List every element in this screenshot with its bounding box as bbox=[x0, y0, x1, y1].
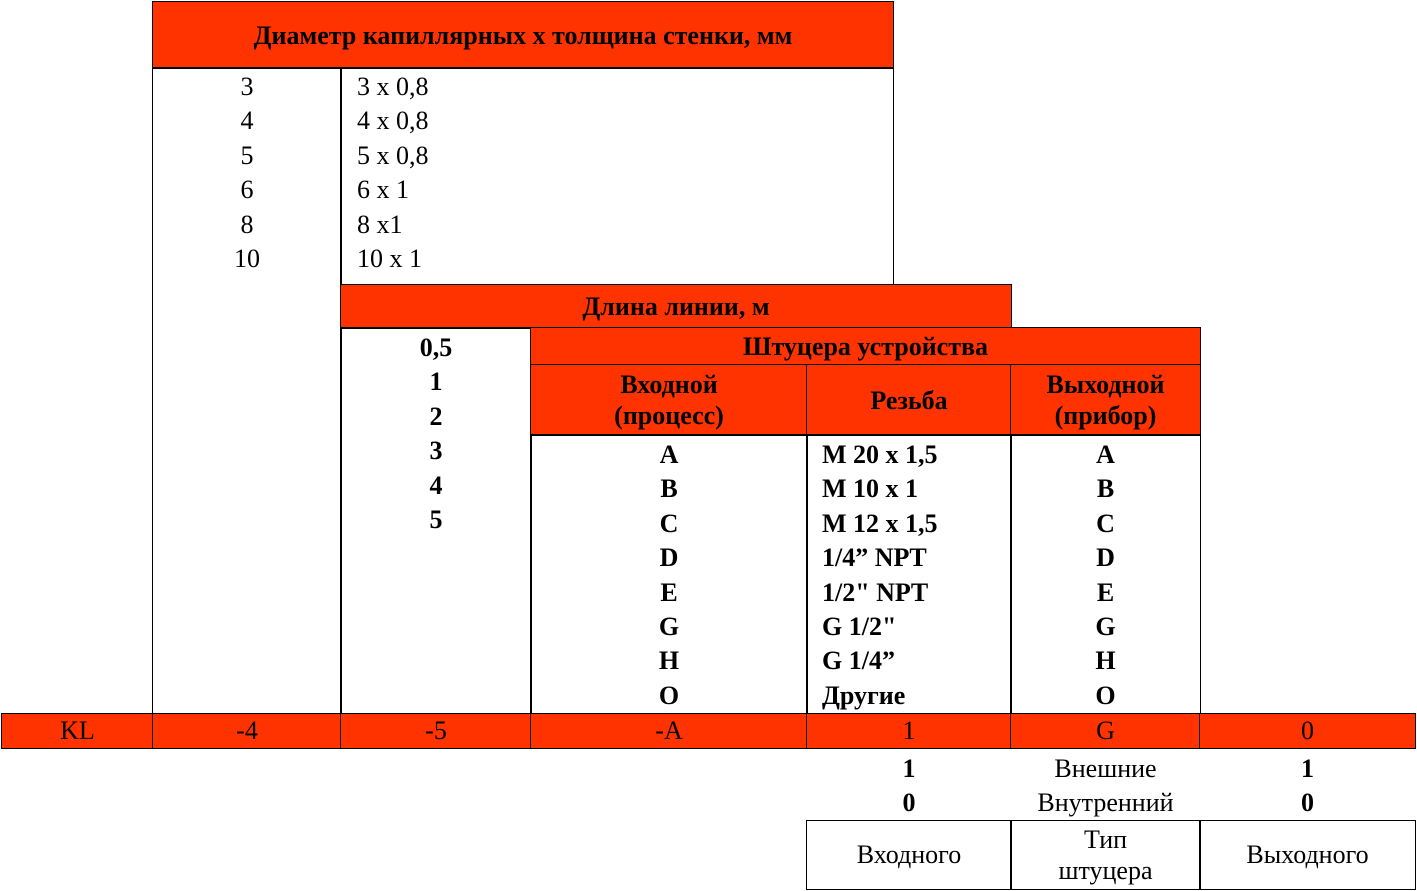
list-item: 1 bbox=[1301, 754, 1314, 783]
list-item: D bbox=[659, 543, 679, 573]
thread-header-text: Резьба bbox=[870, 385, 948, 415]
list-item: 3 bbox=[429, 436, 443, 466]
order-code-cell bbox=[340, 713, 532, 749]
fitting-type-values bbox=[1012, 752, 1199, 821]
inlet-header bbox=[530, 364, 808, 436]
list-item: O bbox=[1095, 680, 1116, 710]
length-header-text: Длина линии, м bbox=[582, 292, 770, 321]
fitting-label-type bbox=[1010, 820, 1201, 890]
list-item: O bbox=[658, 680, 680, 710]
order-code-cell bbox=[806, 713, 1012, 749]
list-item: 10 х 1 bbox=[357, 244, 422, 274]
thread-header bbox=[806, 364, 1012, 436]
inlet-header-text: Входной (процесс) bbox=[614, 370, 724, 430]
fitting-inlet-values bbox=[808, 752, 1010, 821]
list-item: B bbox=[660, 474, 678, 504]
diameter-header-text: Диаметр капиллярных х толщина стенки, мм bbox=[253, 20, 793, 50]
diameter-header bbox=[152, 1, 894, 69]
list-item: 3 bbox=[240, 72, 254, 101]
list-item: 5 х 0,8 bbox=[357, 140, 429, 170]
list-item: 8 х1 bbox=[357, 209, 403, 239]
list-item: G bbox=[658, 612, 680, 642]
list-item: H bbox=[658, 646, 680, 676]
list-item: 10 bbox=[234, 244, 260, 274]
list-item: 0 bbox=[902, 788, 916, 818]
order-code-cell bbox=[1199, 713, 1416, 749]
list-item: 1/2" NPT bbox=[822, 577, 929, 607]
list-item: 0,5 bbox=[419, 333, 453, 362]
list-item: M 10 x 1 bbox=[822, 474, 919, 504]
list-item: G bbox=[1095, 612, 1116, 642]
list-item: 0 bbox=[1301, 788, 1314, 818]
list-item: Внутренний bbox=[1037, 788, 1174, 818]
list-item: 6 х 1 bbox=[357, 175, 409, 205]
length-list bbox=[340, 331, 532, 537]
fittings-header-text: Штуцера устройства bbox=[742, 332, 989, 361]
order-code-cell bbox=[1, 713, 154, 749]
order-code-text: G bbox=[1096, 716, 1115, 745]
outlet-list bbox=[1010, 438, 1201, 713]
list-item: 4 bbox=[429, 470, 443, 500]
list-item: Другие bbox=[822, 680, 906, 710]
order-code-cell bbox=[152, 713, 342, 749]
list-item: E bbox=[1096, 577, 1115, 607]
list-item: 4 bbox=[240, 106, 254, 136]
order-code-cell bbox=[1010, 713, 1201, 749]
list-item: Внешние bbox=[1054, 754, 1157, 783]
list-item: 8 bbox=[240, 209, 254, 239]
outlet-header bbox=[1010, 364, 1201, 436]
list-item: B bbox=[1096, 474, 1115, 504]
thread-list bbox=[822, 438, 1012, 713]
list-item: M 20 x 1,5 bbox=[822, 440, 938, 469]
fitting-label-type-text: Тип штуцера bbox=[1058, 825, 1153, 885]
fittings-header bbox=[530, 327, 1201, 366]
order-code-text: 1 bbox=[902, 716, 916, 745]
order-code-text: KL bbox=[60, 716, 95, 745]
inlet-list bbox=[530, 438, 808, 713]
list-item: 5 bbox=[429, 505, 443, 535]
list-item: M 12 x 1,5 bbox=[822, 508, 938, 538]
fitting-label-outlet bbox=[1199, 820, 1416, 890]
order-code-text: -5 bbox=[425, 716, 447, 745]
list-item: 1 bbox=[429, 367, 443, 397]
list-item: A bbox=[1096, 440, 1115, 469]
fitting-outlet-values bbox=[1201, 752, 1414, 821]
diameter-size-list bbox=[357, 70, 857, 276]
list-item: G 1/2" bbox=[822, 612, 897, 642]
list-item: 3 х 0,8 bbox=[357, 72, 429, 101]
fitting-label-inlet bbox=[806, 820, 1012, 890]
order-code-text: -A bbox=[655, 716, 683, 745]
order-code-text: 0 bbox=[1301, 716, 1314, 745]
list-item: 2 bbox=[429, 401, 443, 431]
list-item: E bbox=[660, 577, 678, 607]
list-item: 1 bbox=[902, 754, 916, 783]
length-header bbox=[340, 284, 1012, 329]
diameter-code-list bbox=[152, 70, 342, 276]
list-item: D bbox=[1096, 543, 1115, 573]
list-item: 4 х 0,8 bbox=[357, 106, 429, 136]
list-item: 6 bbox=[240, 175, 254, 205]
list-item: G 1/4” bbox=[822, 646, 895, 676]
list-item: C bbox=[1096, 508, 1115, 538]
list-item: H bbox=[1095, 646, 1116, 676]
order-code-text: -4 bbox=[236, 716, 258, 745]
list-item: C bbox=[659, 508, 679, 538]
fitting-label-inlet-text: Входного bbox=[856, 840, 962, 869]
outlet-header-text: Выходной (прибор) bbox=[1046, 370, 1165, 430]
order-code-cell bbox=[530, 713, 808, 749]
fitting-label-outlet-text: Выходного bbox=[1246, 840, 1369, 869]
list-item: A bbox=[659, 440, 679, 469]
list-item: 1/4” NPT bbox=[822, 543, 927, 573]
list-item: 5 bbox=[240, 140, 254, 170]
